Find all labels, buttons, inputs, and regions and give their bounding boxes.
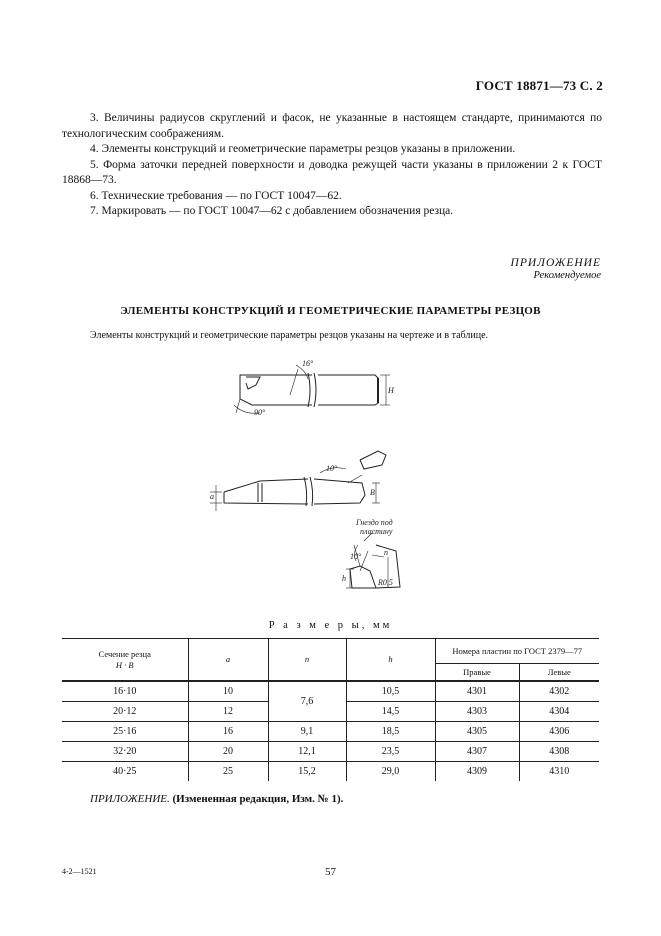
cell-a: 10 xyxy=(188,681,268,702)
cell-n: 12,1 xyxy=(268,742,346,762)
cell-section: 25·16 xyxy=(62,722,188,742)
cell-right: 4303 xyxy=(435,702,519,722)
label-dim-h-small: h xyxy=(342,574,346,583)
cell-h: 18,5 xyxy=(346,722,435,742)
header-n: n xyxy=(268,639,346,682)
cell-h: 10,5 xyxy=(346,681,435,702)
appendix-heading xyxy=(511,257,601,281)
cell-left: 4306 xyxy=(519,722,599,742)
label-angle-bottom: 90° xyxy=(254,408,266,417)
footnote-italic: ПРИЛОЖЕНИЕ. xyxy=(90,793,170,805)
header-right: Правые xyxy=(435,664,519,682)
cell-a: 20 xyxy=(188,742,268,762)
cell-right: 4301 xyxy=(435,681,519,702)
clause-3: 3. Величины радиусов скруглений и фасок, не указанные в настоящем стандарте, принимаются по технологическим соображениям. xyxy=(62,112,602,140)
print-code: 4-2—1521 xyxy=(62,867,97,876)
footnote-bold: (Измененная редакция, Изм. № 1). xyxy=(172,793,344,805)
table-row xyxy=(62,742,599,762)
header-a: a xyxy=(188,639,268,682)
cell-n: 15,2 xyxy=(268,762,346,782)
label-nest-1: Гнездо под xyxy=(356,518,393,527)
label-dim-b: B xyxy=(370,488,375,497)
table-caption: Р а з м е р ы, мм xyxy=(268,620,393,631)
tool-drawing xyxy=(200,355,440,595)
cell-left: 4304 xyxy=(519,702,599,722)
cell-section: 32·20 xyxy=(62,742,188,762)
cell-section: 40·25 xyxy=(113,766,137,777)
sizes-table xyxy=(62,638,599,781)
header-left: Левые xyxy=(519,664,599,682)
table-row xyxy=(62,681,599,702)
clause-5: 5. Форма заточки передней поверхности и доводка режущей части указаны в приложении 2 к ГОСТ 18868—73. xyxy=(62,158,602,186)
clause-4: 4. Элементы конструкций и геометрические параметры резцов указаны в приложении. xyxy=(90,143,516,155)
clauses-block xyxy=(62,111,602,220)
cell-right: 4309 xyxy=(435,762,519,782)
header-section-sub: H · B xyxy=(115,659,134,670)
intro-text: Элементы конструкций и геометрические параметры резцов указаны на чертеже и в таблице. xyxy=(90,330,489,341)
table-row xyxy=(62,762,599,782)
label-radius: R0,5 xyxy=(378,578,393,587)
cell-h: 23,5 xyxy=(346,742,435,762)
cell-h: 14,5 xyxy=(346,702,435,722)
section-title: ЭЛЕМЕНТЫ КОНСТРУКЦИЙ И ГЕОМЕТРИЧЕСКИЕ ПАРАМЕТРЫ РЕЗЦОВ xyxy=(120,305,541,317)
cell-section: 16·10 xyxy=(62,681,188,702)
label-nest-2: пластину xyxy=(360,527,393,536)
header-plates: Номера пластин по ГОСТ 2379—77 xyxy=(435,639,599,664)
cell-a: 12 xyxy=(188,702,268,722)
label-angle-mid: 10° xyxy=(326,464,338,473)
label-angle-detail: 10° xyxy=(350,552,362,561)
table-row xyxy=(62,722,599,742)
cell-n: 7,6 xyxy=(268,681,346,722)
clause-7: 7. Маркировать — по ГОСТ 10047—62 с добавлением обозначения резца. xyxy=(90,205,454,217)
cell-a: 25 xyxy=(188,762,268,782)
clause-6: 6. Технические требования — по ГОСТ 10047—62. xyxy=(90,189,342,202)
appendix-note: Рекомендуемое xyxy=(533,270,601,281)
label-angle-top: 16° xyxy=(302,359,314,368)
header-section-label: Сечение резца xyxy=(98,648,151,659)
cell-left: 4308 xyxy=(519,742,599,762)
cell-right: 4305 xyxy=(435,722,519,742)
label-dim-a: a xyxy=(210,492,214,501)
label-dim-n: n xyxy=(384,548,388,557)
footnote xyxy=(90,793,343,805)
header-h: h xyxy=(346,639,435,682)
cell-left: 4302 xyxy=(519,681,599,702)
cell-section: 20·12 xyxy=(62,702,188,722)
appendix-label: ПРИЛОЖЕНИЕ xyxy=(510,257,601,269)
header-section xyxy=(62,639,188,682)
page-header: ГОСТ 18871—73 С. 2 xyxy=(475,78,603,93)
label-dim-h: H xyxy=(388,386,394,395)
side-view xyxy=(210,451,386,511)
cell-left: 4310 xyxy=(519,762,599,782)
cell-a: 16 xyxy=(188,722,268,742)
cell-right: 4307 xyxy=(435,742,519,762)
cell-h: 29,0 xyxy=(346,762,435,782)
top-view xyxy=(234,365,390,413)
page-number: 57 xyxy=(325,866,336,878)
cell-n: 9,1 xyxy=(268,722,346,742)
